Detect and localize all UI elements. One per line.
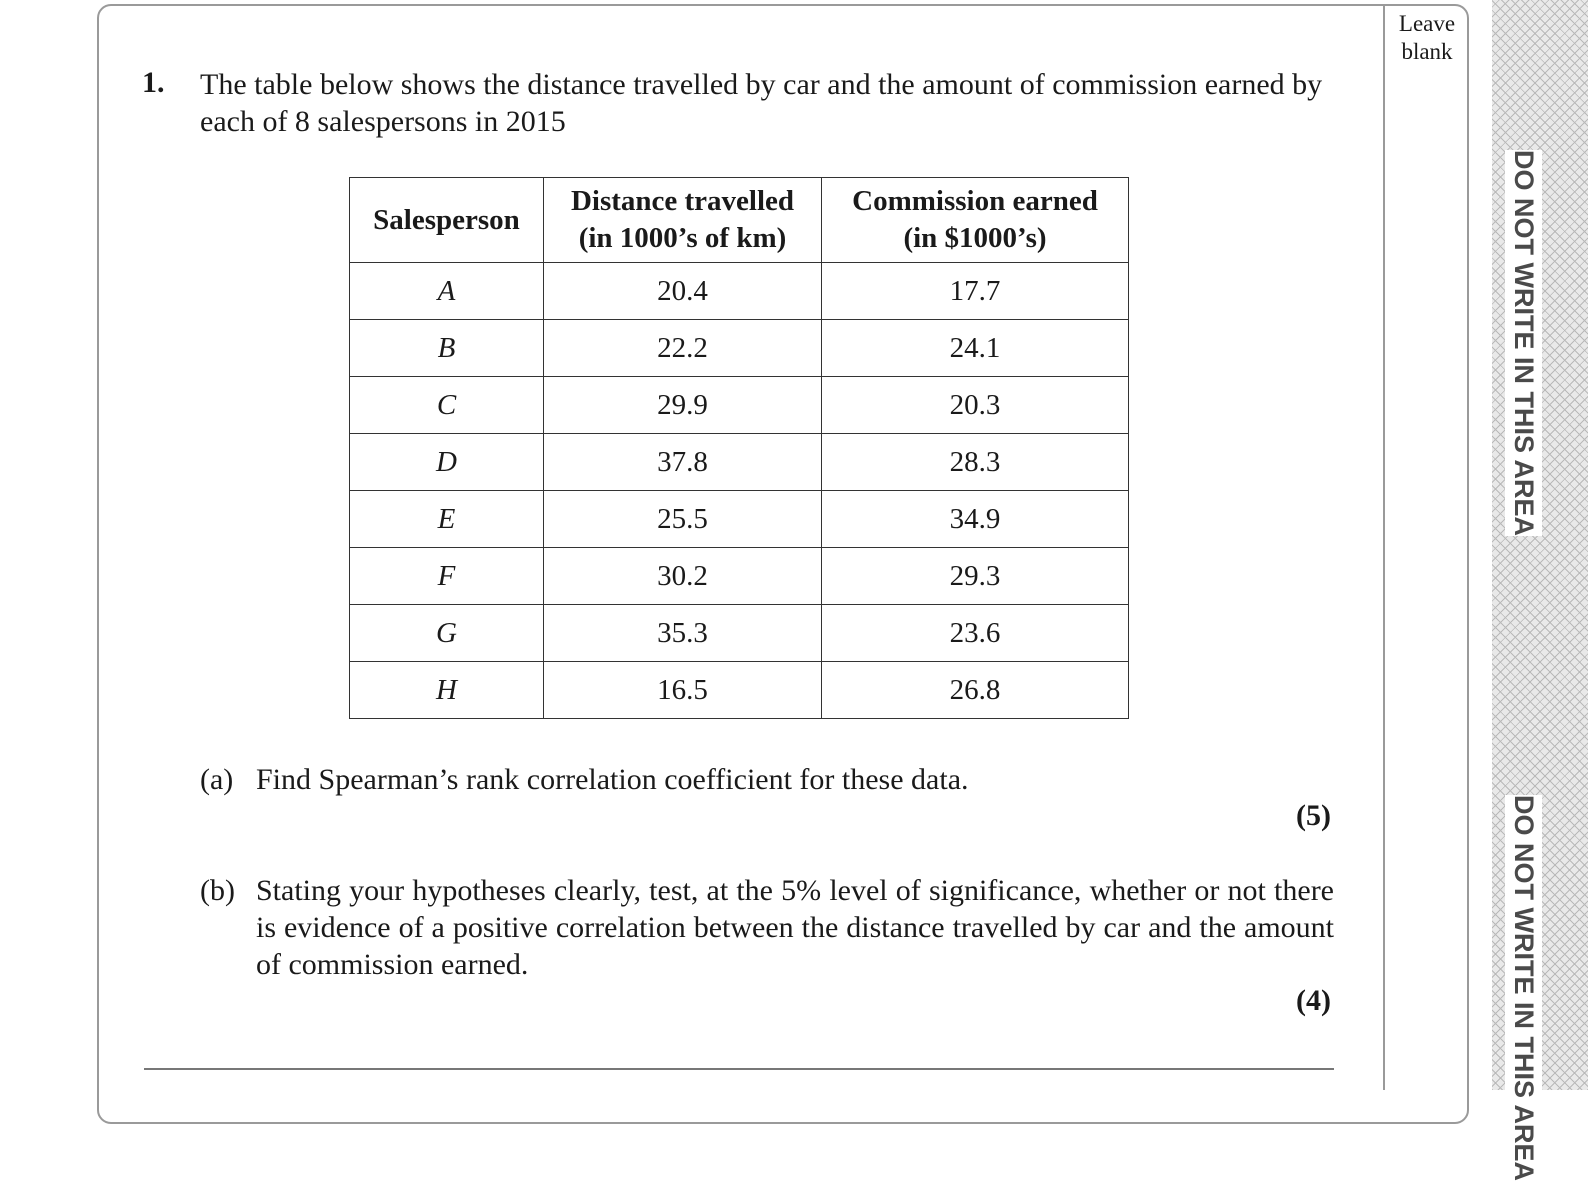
header-commission-line2: (in $1000’s)	[903, 222, 1047, 254]
table-row	[350, 434, 1129, 491]
cell-salesperson: G	[350, 605, 544, 662]
part-a-text: Find Spearman’s rank correlation coefficient for these data.	[256, 763, 969, 796]
table-row	[350, 263, 1129, 320]
cell-commission: 29.3	[822, 548, 1129, 605]
header-distance-line1: Distance travelled	[570, 185, 795, 217]
no-write-warning-bottom: DO NOT WRITE IN THIS AREA	[1505, 795, 1542, 1181]
cell-commission: 28.3	[822, 434, 1129, 491]
sales-table	[349, 177, 1129, 719]
cell-commission: 24.1	[822, 320, 1129, 377]
cell-salesperson: E	[350, 491, 544, 548]
part-b-text: Stating your hypotheses clearly, test, at the 5% level of significance, whether or not there is evidence of a positive correlation between the distance travelled by car and the amount of commission earned.	[256, 874, 1334, 981]
cell-commission: 26.8	[822, 662, 1129, 719]
cell-salesperson: H	[350, 662, 544, 719]
cell-distance: 30.2	[544, 548, 822, 605]
table-row	[350, 320, 1129, 377]
header-commission-line1: Commission earned	[852, 185, 1098, 217]
part-a-label: (a)	[200, 763, 234, 796]
table-row	[350, 377, 1129, 434]
cell-salesperson: A	[350, 263, 544, 320]
cell-commission: 20.3	[822, 377, 1129, 434]
cell-distance: 20.4	[544, 263, 822, 320]
part-b-marks: (4)	[1296, 984, 1331, 1017]
cell-commission: 23.6	[822, 605, 1129, 662]
header-distance	[544, 178, 822, 263]
cell-salesperson: D	[350, 434, 544, 491]
part-a-marks: (5)	[1296, 799, 1331, 832]
cell-commission: 17.7	[822, 263, 1129, 320]
table-header-row	[350, 178, 1129, 263]
table-row	[350, 491, 1129, 548]
part-b-label: (b)	[200, 874, 235, 907]
margin-divider	[1383, 4, 1385, 1090]
cell-commission: 34.9	[822, 491, 1129, 548]
no-write-warning-top: DO NOT WRITE IN THIS AREA	[1505, 150, 1542, 536]
leave-blank-label: Leave blank	[1398, 11, 1456, 64]
header-commission	[822, 178, 1129, 263]
question-text: The table below shows the distance travelled by car and the amount of commission earned by each of 8 salespersons in 2015	[200, 68, 1323, 138]
cell-distance: 29.9	[544, 377, 822, 434]
cell-distance: 16.5	[544, 662, 822, 719]
cell-distance: 22.2	[544, 320, 822, 377]
cell-distance: 37.8	[544, 434, 822, 491]
table-row	[350, 605, 1129, 662]
header-salesperson-text: Salesperson	[373, 203, 520, 236]
table-row	[350, 548, 1129, 605]
cell-salesperson: F	[350, 548, 544, 605]
table-row	[350, 662, 1129, 719]
cell-salesperson: B	[350, 320, 544, 377]
cell-salesperson: C	[350, 377, 544, 434]
question-number: 1.	[142, 66, 165, 99]
cell-distance: 25.5	[544, 491, 822, 548]
cell-distance: 35.3	[544, 605, 822, 662]
header-distance-line2: (in 1000’s of km)	[578, 222, 787, 254]
header-salesperson	[350, 178, 544, 263]
answer-line[interactable]	[144, 1068, 1334, 1070]
